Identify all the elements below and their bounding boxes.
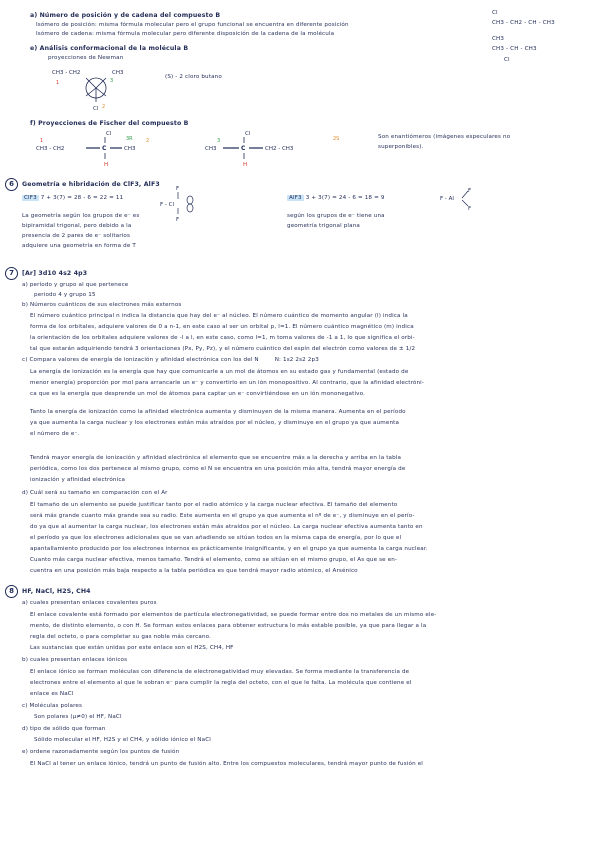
q7-d-text-1: El tamaño de un elemento se puede justificar tanto por el radio atómico y la carga nuclear efectiva. El tamaño del elemento bbox=[30, 502, 398, 508]
q7-a: a) período y grupo al que pertenece bbox=[22, 282, 129, 288]
q7-b-text-1: El número cuántico principal n indica la distancia que hay del e⁻ al núcleo. El número cuántico de momento angular (l) indica la bbox=[30, 313, 408, 319]
svg-text:F - Cl: F - Cl bbox=[160, 202, 175, 208]
q7-b-text-4: tal que estarán adquiriendo tendrá 3 orientaciones (Px, Py, Pz), y el número cuántico del espín del electrón como valores de ± 1/2 bbox=[30, 346, 416, 352]
q8-b: b) cuales presentan enlaces iónicos bbox=[22, 657, 128, 663]
enantiomer-note-2: superponibles). bbox=[378, 144, 424, 150]
svg-text:Cl: Cl bbox=[106, 131, 112, 137]
q7-d-text-7: cuentra en una posición más baja respecto a la tabla periódica es que tendrá mayor radio atómico, el Arsénico bbox=[30, 568, 358, 574]
q8-a: a) cuales presentan enlaces covalentes puros bbox=[22, 600, 157, 606]
q8-a-text-4: Las sustancias que están unidas por este enlace son el H2S, CH4, HF bbox=[30, 645, 234, 651]
q8-a-text-1: El enlace covalente está formado por elementos de partícula electronegatividad, se puede formar entre dos no metales de un mismo ele- bbox=[30, 612, 437, 618]
svg-text:CH3: CH3 bbox=[205, 146, 217, 152]
svg-text:2: 2 bbox=[146, 138, 150, 144]
q8-b-text-1: El enlace iónico se forman moléculas con diferencia de electronegatividad muy elevadas. Se forma mediante la transferencia de bbox=[30, 669, 410, 675]
q8-a-text-2: mento, de distinto elemento, o con H. Se forman estos enlaces para obtener estructura lo más estable posible, ya que para llegar a la bbox=[30, 623, 427, 629]
q7-c-text-1: La energía de ionización es la energía que hay que comunicarle a un mol de átomos en su estado gas y fundamental (estado de bbox=[30, 369, 409, 375]
q6-alf3-row bbox=[287, 195, 385, 202]
alf3-structure bbox=[440, 186, 490, 216]
q7-a-answer: periodo 4 y grupo 15 bbox=[34, 292, 96, 298]
svg-text:C: C bbox=[241, 145, 246, 152]
q7-c-text-2: menor energía) proporción por mol para arrancarle un e⁻ y convertirlo en un ión monopositivo. Al contrario, que la afinidad electróni- bbox=[30, 380, 425, 386]
svg-text:CH3 - CH2: CH3 - CH2 bbox=[52, 70, 81, 76]
a-line-1: Isómero de posición: misma fórmula molecular pero el grupo funcional se encuentra en diferente posición bbox=[36, 22, 349, 28]
q7-d-text-4: el período ya que los electrones adicionales que se van añadiendo se sitúan todos en la misma capa de energía, por lo que el bbox=[30, 535, 402, 541]
svg-text:F: F bbox=[468, 188, 472, 194]
a-line-2: Isómero de cadena: misma fórmula molecular pero diferente disposición de la cadena de la molécula bbox=[36, 31, 335, 37]
q7-c-text-3: ca que es la energía que desprende un mol de átomos para captar un e⁻ convirtiéndose en un ión mononegativo. bbox=[30, 391, 366, 397]
clf3-calc: 7 + 3(7) = 28 - 6 = 22 = 11 bbox=[40, 195, 124, 201]
enantiomer-note-1: Son enantiómeros (imágenes especulares no bbox=[378, 134, 511, 140]
svg-text:1: 1 bbox=[56, 80, 60, 86]
svg-text:CH3 - CH2: CH3 - CH2 bbox=[36, 146, 65, 152]
e-subtitle: proyecciones de Newman bbox=[48, 55, 124, 61]
newman-label: (S) - 2 cloro butano bbox=[165, 74, 222, 80]
q7-d-text-3: do ya que al aumentar la carga nuclear, los electrones están más atraídos por el núcleo. La carga nuclear efectiva aumenta tanto en bbox=[30, 524, 423, 530]
question-6-number: 6 bbox=[5, 178, 18, 191]
svg-text:F: F bbox=[468, 206, 472, 212]
newman-projection-diagram bbox=[50, 66, 130, 116]
q7-b-text-3: la orientación de los orbitales adquiere valores de -l a l, en este caso, como l=1, m toma valores de -1 a 1, lo que significa el orbi- bbox=[30, 335, 415, 341]
svg-text:Cl: Cl bbox=[93, 106, 99, 112]
q7-c2-text-3: el número de e⁻. bbox=[30, 431, 80, 437]
svg-text:CH3: CH3 bbox=[112, 70, 124, 76]
svg-text:C: C bbox=[102, 145, 107, 152]
svg-text:2S: 2S bbox=[333, 136, 340, 142]
q8-e-text: El NaCl al tener un enlace iónico, tendrá un punto de fusión alto. Entre los compuestos moleculares, tendrá mayor punto de fusión el bbox=[30, 761, 423, 767]
q7-c2-text-1: Tanto la energía de ionización como la afinidad electrónica aumenta y disminuyen de la misma manera. Aumenta en el período bbox=[30, 409, 406, 415]
q7-b-text-2: forma de los orbitales, adquiere valores de 0 a n-1, en este caso al ser un orbital p, l=1. El número cuántico magnético (m) indica bbox=[30, 324, 414, 330]
q8-b-text-3: enlace es NaCl bbox=[30, 691, 74, 697]
clf3-text-1: La geometría según los grupos de e⁻ es bbox=[22, 213, 140, 219]
q8-a-text-3: regla del octeto, o para completar su gas noble más cercano. bbox=[30, 634, 212, 640]
svg-text:3: 3 bbox=[217, 138, 221, 144]
question-7-number: 7 bbox=[5, 267, 18, 280]
fischer-projection-left bbox=[36, 128, 186, 173]
q7-c-row bbox=[22, 357, 319, 364]
struct-line-2: CH3 bbox=[492, 36, 505, 42]
q8-b-text-2: electrones entre el elemento al que le sobran e⁻ para cumplir la regla del octeto, con el que le falta. La molécula que contiene el bbox=[30, 680, 412, 686]
q8-c-answer: Son polares (μ≠0) el HF, NaCl bbox=[34, 714, 122, 720]
q7-c3-text-1: Tendrá mayor energía de ionización y afinidad electrónica el elemento que se encuentre más a la derecha y arriba en la tabla bbox=[30, 455, 402, 461]
q8-d: d) tipo de sólido que forman bbox=[22, 726, 106, 732]
alf3-text-2: geometría trigonal plana bbox=[287, 223, 360, 229]
f-title: f) Proyecciones de Fischer del compuesto B bbox=[30, 120, 189, 127]
q7-d: d) Cuál será su tamaño en comparación con el Ar bbox=[22, 490, 168, 496]
svg-text:F - Al: F - Al bbox=[440, 196, 454, 202]
q7-d-text-6: Cuanto más carga nuclear efectiva, menos tamaño. Tendrá el elemento, como se sitúan en el mismo grupo, el As que se en- bbox=[30, 557, 398, 563]
struct-cl-top: Cl bbox=[492, 10, 498, 16]
struct-line-1: CH3 - CH2 - CH - CH3 bbox=[492, 20, 555, 26]
svg-text:CH2 - CH3: CH2 - CH3 bbox=[265, 146, 294, 152]
q8-c: c) Moléculas polares bbox=[22, 703, 83, 709]
clf3-text-2: bipiramidal trigonal, pero debido a la bbox=[22, 223, 132, 229]
svg-text:F: F bbox=[176, 186, 180, 192]
alf3-box: AlF3 bbox=[289, 195, 302, 201]
q6-title: Geometría e hibridación de ClF3, AlF3 bbox=[22, 181, 160, 188]
q7-c3-text-2: periódica, como los dos pertenece al mismo grupo, como el N se encuentra en una posición más alta, tendrá mayor energía de bbox=[30, 466, 406, 472]
q7-c2-text-2: ya que aumenta la carga nuclear y los electrones están más atraídos por el núcleo, y disminuye en el grupo ya que aumenta bbox=[30, 420, 400, 426]
svg-text:H: H bbox=[104, 162, 109, 168]
clf3-box: ClF3 bbox=[24, 195, 37, 201]
svg-text:1: 1 bbox=[40, 138, 44, 144]
q7-b: b) Números cuánticos de sus electrones más externos bbox=[22, 302, 182, 308]
q8-e: e) ordene razonadamente según los puntos de fusión bbox=[22, 749, 180, 755]
q7-config: [Ar] 3d10 4s2 4p3 bbox=[22, 270, 88, 277]
q8-title: HF, NaCl, H2S, CH4 bbox=[22, 588, 91, 595]
alf3-text-1: según los grupos de e⁻ tiene una bbox=[287, 213, 385, 219]
clf3-text-3: presencia de 2 pares de e⁻ solitarios bbox=[22, 233, 131, 239]
a-title: a) Número de posición y de cadena del compuesto B bbox=[30, 12, 221, 19]
e-title: e) Análisis conformacional de la molécula B bbox=[30, 45, 189, 52]
svg-text:CH3: CH3 bbox=[124, 146, 136, 152]
svg-text:Cl: Cl bbox=[245, 131, 251, 137]
q7-d-text-2: será más grande cuanto más grande sea su radio. Este aumenta en el grupo ya que aumenta el nº de e⁻, y disminuye en el perío- bbox=[30, 513, 415, 519]
q7-c3-text-3: ionización y afinidad electrónica bbox=[30, 477, 126, 483]
svg-text:F: F bbox=[176, 217, 180, 223]
q7-c: c) Compara valores de energía de ionización y afinidad electrónica con los del N bbox=[22, 357, 259, 363]
svg-text:H: H bbox=[243, 162, 248, 168]
struct-line-4: Cl bbox=[504, 57, 510, 63]
question-8-number: 8 bbox=[5, 585, 18, 598]
clf3-structure bbox=[158, 184, 198, 224]
q6-clf3-row bbox=[22, 195, 123, 202]
struct-line-3: CH3 - CH - CH3 bbox=[492, 46, 537, 52]
svg-text:3: 3 bbox=[110, 78, 114, 84]
q7-d-text-5: apantallamiento producido por los electrones internos es prácticamente insignificante, y en el grupo ya que aumenta la carga nuclear. bbox=[30, 546, 428, 552]
alf3-calc: 3 + 3(7) = 24 - 6 = 18 = 9 bbox=[305, 195, 385, 201]
q7-c-config: N: 1s2 2s2 2p3 bbox=[274, 357, 319, 363]
fischer-projection-right bbox=[205, 128, 355, 173]
svg-text:2: 2 bbox=[102, 104, 106, 110]
q8-d-answer: Sólido molecular el HF, H2S y el CH4, y sólido iónico el NaCl bbox=[34, 737, 211, 743]
clf3-text-4: adquiere una geometría en forma de T bbox=[22, 243, 136, 249]
svg-text:3R: 3R bbox=[126, 136, 133, 142]
